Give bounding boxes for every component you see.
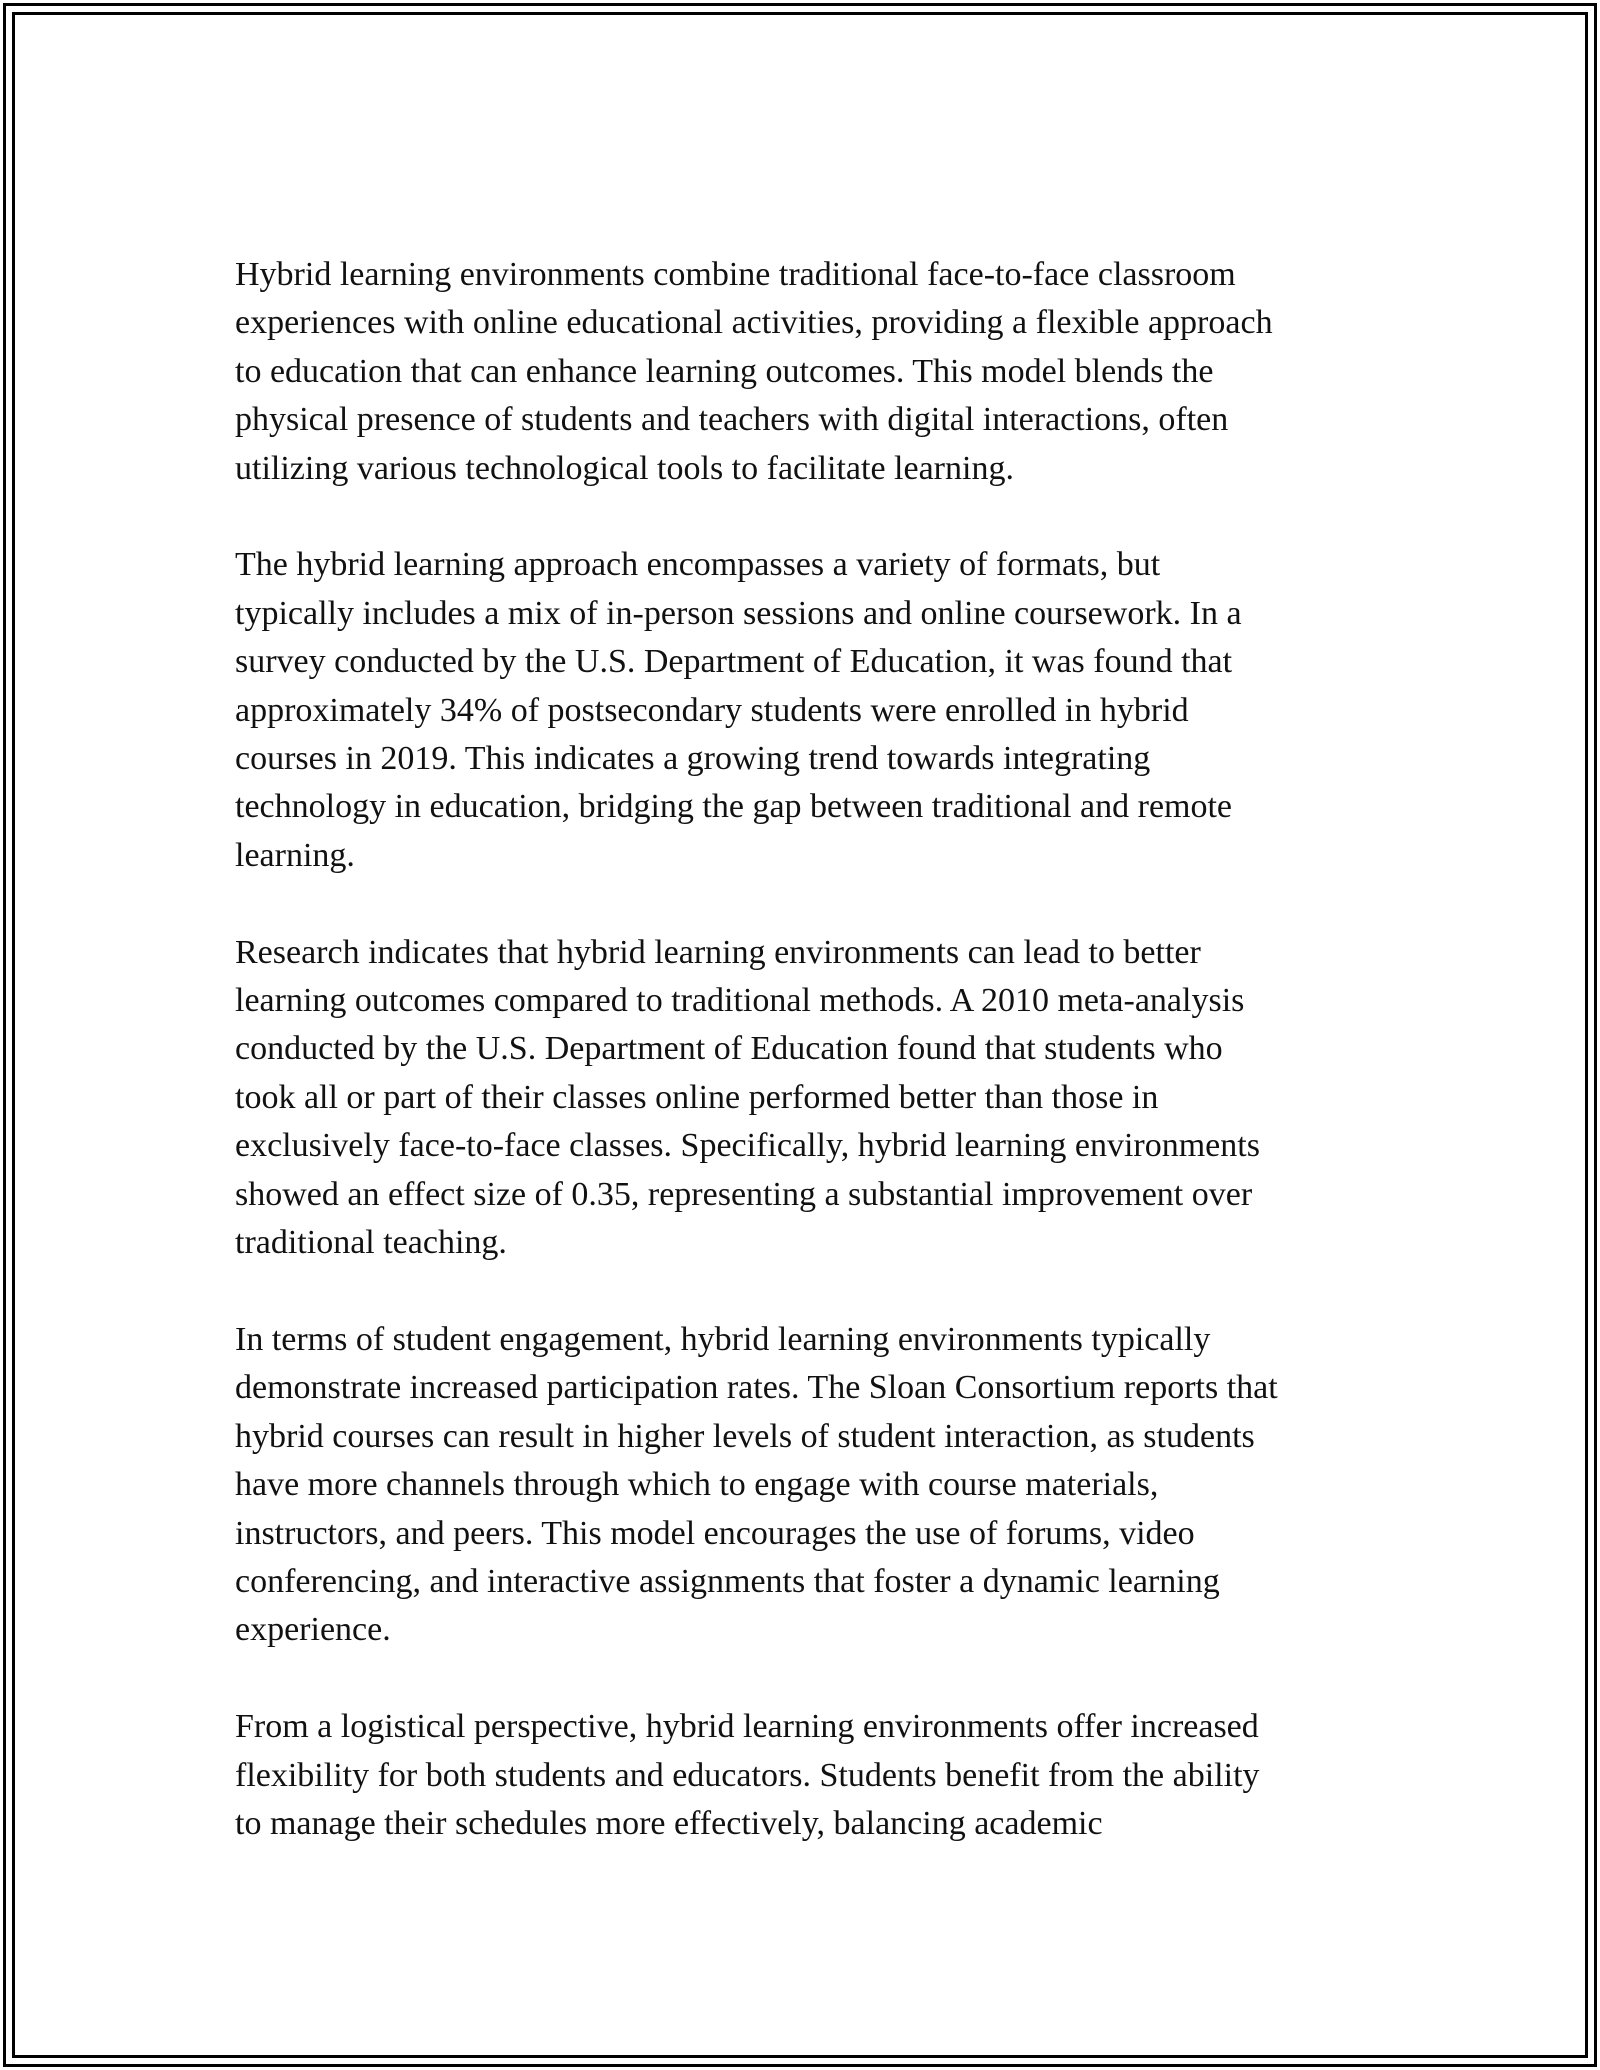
text-line: courses in 2019. This indicates a growing trend towards integrating bbox=[235, 740, 1151, 778]
text-line: physical presence of students and teachers with digital interactions, often bbox=[235, 401, 1229, 439]
text-line: flexibility for both students and educators. Students benefit from the ability bbox=[235, 1756, 1260, 1794]
text-line: From a logistical perspective, hybrid learning environments offer increased bbox=[235, 1708, 1259, 1746]
text-line: utilizing various technological tools to facilitate learning. bbox=[235, 449, 1014, 487]
text-line: took all or part of their classes online performed better than those in bbox=[235, 1078, 1159, 1116]
paragraph-2 bbox=[235, 541, 1380, 880]
text-line: typically includes a mix of in-person sessions and online coursework. In a bbox=[235, 594, 1242, 632]
text-line: approximately 34% of postsecondary students were enrolled in hybrid bbox=[235, 691, 1189, 729]
text-line: technology in education, bridging the gap between traditional and remote bbox=[235, 788, 1233, 826]
text-line: demonstrate increased participation rates. The Sloan Consortium reports that bbox=[235, 1369, 1278, 1407]
text-line: have more channels through which to engage with course materials, bbox=[235, 1466, 1159, 1504]
paragraph-5 bbox=[235, 1703, 1380, 1848]
paragraph-1 bbox=[235, 251, 1380, 493]
text-line: learning. bbox=[235, 836, 355, 874]
text-line: Hybrid learning environments combine traditional face-to-face classroom bbox=[235, 256, 1236, 293]
document-body bbox=[235, 251, 1380, 1897]
text-line: learning outcomes compared to traditional methods. A 2010 meta-analysis bbox=[235, 982, 1245, 1020]
text-line: survey conducted by the U.S. Department of Education, it was found that bbox=[235, 643, 1233, 681]
text-line: conferencing, and interactive assignments that foster a dynamic learning bbox=[235, 1562, 1220, 1600]
text-line: The hybrid learning approach encompasses a variety of formats, but bbox=[235, 546, 1161, 584]
text-line: experience. bbox=[235, 1611, 391, 1649]
text-line: exclusively face-to-face classes. Specifically, hybrid learning environments bbox=[235, 1127, 1260, 1165]
text-line: Research indicates that hybrid learning environments can lead to better bbox=[235, 933, 1201, 971]
text-line: to manage their schedules more effectively, balancing academic bbox=[235, 1804, 1103, 1842]
text-line: instructors, and peers. This model encourages the use of forums, video bbox=[235, 1514, 1195, 1552]
text-line: In terms of student engagement, hybrid learning environments typically bbox=[235, 1320, 1211, 1358]
text-line: hybrid courses can result in higher levels of student interaction, as students bbox=[235, 1417, 1255, 1455]
text-line: traditional teaching. bbox=[235, 1224, 507, 1262]
text-line: to education that can enhance learning outcomes. This model blends the bbox=[235, 352, 1214, 390]
text-line: showed an effect size of 0.35, representing a substantial improvement over bbox=[235, 1175, 1253, 1213]
paragraph-4 bbox=[235, 1316, 1380, 1655]
paragraph-3 bbox=[235, 929, 1380, 1268]
text-line: conducted by the U.S. Department of Education found that students who bbox=[235, 1030, 1223, 1068]
text-line: experiences with online educational activities, providing a flexible approach bbox=[235, 304, 1273, 342]
